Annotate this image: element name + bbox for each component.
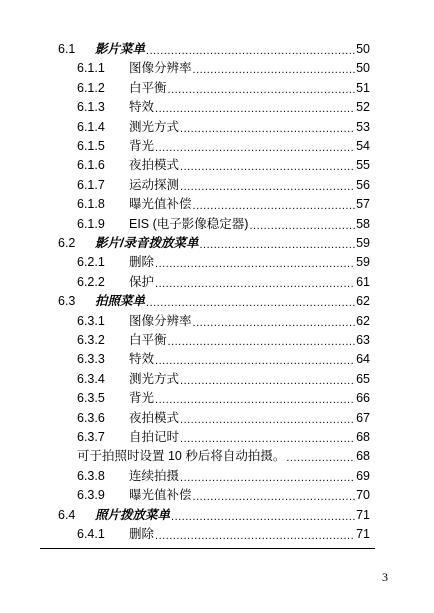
toc-entry-title: 运动探测 [129,177,180,192]
toc-entry-title: 夜拍模式 [129,410,180,425]
toc-entry[interactable] [77,118,370,137]
toc-entry-page: 71 [356,507,370,522]
toc-entry-title: 可于拍照时设置 10 秒后将自动拍摄。 [77,449,286,464]
toc-entry-title: EIS (电子影像稳定器) [129,216,249,231]
toc-dot-leader [193,61,356,80]
toc-dot-leader [180,411,355,430]
toc-entry-page: 52 [356,100,370,115]
footer-rule [40,548,375,549]
toc-entry-number: 6.1.7 [77,177,105,192]
toc-entry[interactable] [77,331,370,350]
toc-entry-title: 自拍记时 [129,430,180,444]
toc-dot-leader [168,81,356,100]
toc-entry-page: 55 [356,158,370,173]
toc-entry[interactable] [77,215,370,234]
toc-entry-title: 曝光值补偿 [129,197,192,212]
toc-dot-leader [155,352,355,371]
toc-dot-leader [171,508,355,527]
toc-entry[interactable] [77,525,370,544]
toc-dot-leader [155,527,355,546]
toc-entry[interactable] [77,428,370,447]
toc-entry-title: 保护 [129,274,155,289]
toc-dot-leader [155,255,355,274]
toc-entry-number: 6.2 [58,236,76,250]
toc-entry-number: 6.3.5 [77,391,105,406]
toc-entry-title: 删除 [129,527,155,541]
toc-entry-number: 6.1.2 [77,80,105,95]
toc-dot-leader [180,178,355,197]
toc-entry-page: 70 [356,488,370,503]
toc-entry-number: 6.1.3 [77,100,105,115]
toc-entry-page: 59 [356,236,370,250]
toc-entry[interactable] [58,40,370,59]
toc-dot-leader [155,275,355,294]
toc-entry-title: 影片/录音拨放菜单 [95,236,199,250]
toc-dot-leader [193,488,356,507]
toc-entry[interactable] [77,389,370,408]
toc-entry-page: 59 [356,255,370,270]
toc-entry-number: 6.3.4 [77,371,105,386]
toc-dot-leader [286,449,355,468]
toc-dot-leader [180,158,355,177]
toc-entry-title: 曝光值补偿 [129,488,192,503]
toc-entry[interactable] [58,292,370,311]
toc-entry[interactable] [77,253,370,272]
toc-entry-page: 62 [356,313,370,328]
toc-dot-leader [193,314,356,333]
toc-entry-number: 6.3.6 [77,410,105,425]
toc-entry-page: 53 [356,119,370,134]
toc-entry-page: 68 [356,449,370,464]
toc-entry-title: 图像分辨率 [129,61,192,76]
toc-dot-leader [180,430,355,449]
toc-entry-page: 50 [356,61,370,76]
toc-entry-page: 63 [356,333,370,347]
toc-entry-number: 6.3 [58,294,76,309]
toc-entry[interactable] [77,467,370,486]
toc-dot-leader [199,236,355,255]
toc-dot-leader [155,100,355,119]
toc-dot-leader [168,333,356,352]
toc-entry-number: 6.3.8 [77,468,105,483]
toc-entry[interactable] [77,98,370,117]
toc-entry[interactable] [77,79,370,98]
toc-entry-page: 67 [356,410,370,425]
toc-dot-leader [180,120,355,139]
toc-entry-title: 删除 [129,255,155,270]
toc-entry-page: 68 [356,430,370,444]
toc-entry[interactable] [77,370,370,389]
toc-entry-title: 背光 [129,139,155,153]
toc-entry[interactable] [77,350,370,369]
toc-entry-page: 61 [356,274,370,289]
toc-entry-page: 69 [356,468,370,483]
toc-entry-number: 6.3.9 [77,488,105,503]
toc-dot-leader [155,391,355,410]
toc-dot-leader [180,372,355,391]
toc-entry-page: 57 [356,197,370,212]
toc-entry-page: 58 [356,216,370,231]
toc-entry-number: 6.2.1 [77,255,105,270]
toc-dot-leader [146,42,355,61]
toc-entry[interactable] [77,156,370,175]
toc-entry-page: 54 [356,139,370,153]
toc-entry-number: 6.1.8 [77,197,105,212]
toc-entry-title: 特效 [129,352,155,367]
toc-entry-title: 白平衡 [129,80,167,95]
toc-entry-number: 6.4 [58,507,76,522]
toc-entry-page: 51 [356,80,370,95]
toc-dot-leader [146,294,355,313]
toc-entry-page: 50 [356,42,370,56]
toc-dot-leader [180,469,355,488]
toc-entry-number: 6.2.2 [77,274,105,289]
toc-entry[interactable] [58,506,370,525]
toc-entry-page: 56 [356,177,370,192]
toc-entry-title: 照片拨放菜单 [95,507,171,522]
toc-entry-number: 6.1.9 [77,216,105,231]
toc-entry-number: 6.1 [58,42,76,56]
toc-entry[interactable] [77,137,370,156]
toc-dot-leader [249,217,355,236]
toc-dot-leader [193,197,356,216]
toc-entry-title: 夜拍模式 [129,158,180,173]
toc-entry-title: 连续拍摄 [129,468,180,483]
toc-entry[interactable] [77,59,370,78]
toc-entry-number: 6.1.6 [77,158,105,173]
toc-entry[interactable] [77,195,370,214]
toc-entry-number: 6.3.1 [77,313,105,328]
toc-dot-leader [155,139,355,158]
toc-entry-title: 图像分辨率 [129,313,192,328]
toc-entry-number: 6.3.7 [77,430,105,444]
toc-entry[interactable] [77,447,370,466]
toc-entry-title: 影片菜单 [95,42,146,56]
toc-entry[interactable] [77,273,370,292]
toc-entry[interactable] [77,409,370,428]
toc-entry-page: 64 [356,352,370,367]
toc-entry[interactable] [77,486,370,505]
toc-entry[interactable] [77,176,370,195]
toc-entry-title: 背光 [129,391,155,406]
toc-entry-number: 6.1.4 [77,119,105,134]
toc-entry-title: 白平衡 [129,333,167,347]
toc-entry-page: 71 [356,527,370,541]
toc-entry-number: 6.1.1 [77,61,105,76]
toc-entry-title: 拍照菜单 [95,294,146,309]
page-number: 3 [382,570,388,584]
toc-entry-title: 测光方式 [129,371,180,386]
toc-entry-title: 特效 [129,100,155,115]
toc-entry-number: 6.1.5 [77,139,105,153]
toc-entry[interactable] [77,312,370,331]
toc-entry-number: 6.4.1 [77,527,105,541]
toc-entry-title: 测光方式 [129,119,180,134]
toc-entry-number: 6.3.2 [77,333,105,347]
toc-entry-page: 66 [356,391,370,406]
toc-entry-page: 62 [356,294,370,309]
toc-entry-page: 65 [356,371,370,386]
toc-entry[interactable] [58,234,370,253]
toc-entry-number: 6.3.3 [77,352,105,367]
